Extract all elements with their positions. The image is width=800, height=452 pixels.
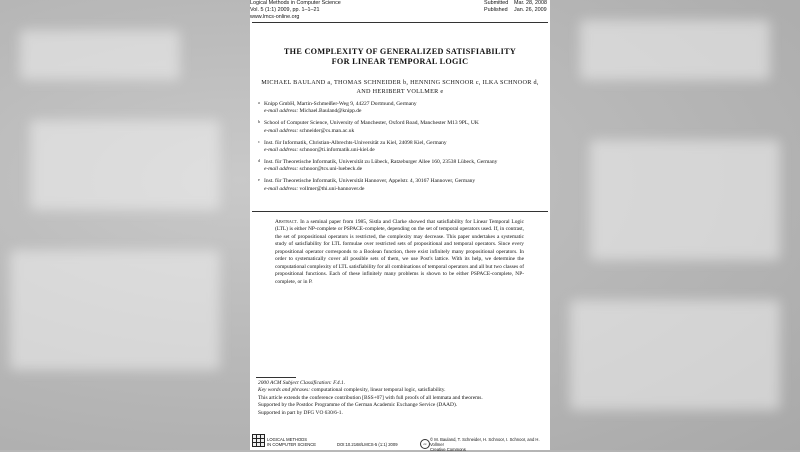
abstract-text: In a seminal paper from 1985, Sistla and Clarke showed that satisfiability for Linear Temporal Logic (LTL) is either NP-complete or PSPACE-complete, depending on the set of temporal operators used. If, in contrast, the set of propositional operators is restricted, the complexity may decrease. This paper undertakes a systematic study of satisfiability for LTL formulae over restricted sets of propositional and temporal operators. Since every propositional operator corresponds to a Boolean function, there exist infinitely many propositional operators. In order to systematically cover all possible sets of them, we use Post's lattice. With its help, we determine the computational complexity of LTL satisfiability for all combinations of temporal operators and all but two classes of propositional functions. Each of these infinitely many problems is shown to be either PSPACE-complete, NP-complete, or in P. bbox=[275, 219, 525, 285]
lmcs-logo bbox=[252, 434, 265, 447]
paper-title bbox=[250, 47, 550, 67]
affiliation-a bbox=[258, 101, 548, 116]
lmcs-wordmark bbox=[267, 437, 327, 447]
abstract-label: Abstract. bbox=[275, 219, 299, 225]
affiliation-address: Inst. für Informatik, Christian-Albrechts-Universität zu Kiel, 24098 Kiel, Germany bbox=[264, 139, 447, 146]
authors-line-1: MICHAEL BAULAND a, THOMAS SCHNEIDER b, HENNING SCHNOOR c, ILKA SCHNOOR d, bbox=[261, 79, 539, 86]
acm-classification: 2000 ACM Subject Classification: F.4.1. bbox=[258, 380, 346, 386]
journal-name: Logical Methods in Computer Science bbox=[250, 0, 341, 6]
title-line-2: FOR LINEAR TEMPORAL LOGIC bbox=[331, 57, 469, 66]
lmcs-line-2: IN COMPUTER SCIENCE bbox=[267, 442, 317, 447]
creative-commons-icon: cc bbox=[420, 439, 430, 449]
lmcs-line-1: LOGICAL METHODS bbox=[267, 437, 308, 442]
journal-volume: Vol. 5 (1:1) 2009, pp. 1–1–21 bbox=[250, 7, 320, 14]
affiliation-address: Knipp GmbH, Martin-Schmeißer-Weg 9, 44227 Dortmund, Germany bbox=[264, 101, 417, 107]
footnote-support: Supported by the Postdoc Programme of the German Academic Exchange Service (DAAD). bbox=[258, 402, 458, 409]
paper-page bbox=[250, 0, 550, 450]
email-link[interactable]: schnoor@tcs.uni-luebeck.de bbox=[299, 166, 363, 173]
affiliation-mark: e bbox=[258, 177, 260, 183]
footnote-dfg: Supported in part by DFG VO 630/6-1. bbox=[258, 409, 343, 416]
email-link[interactable]: Michael.Bauland@knipp.de bbox=[299, 108, 362, 115]
footnote-rule bbox=[256, 377, 296, 378]
affiliation-e bbox=[258, 178, 548, 193]
email-label: e-mail address: bbox=[264, 127, 299, 134]
affiliation-c bbox=[258, 140, 548, 155]
abstract bbox=[275, 219, 524, 286]
affiliation-address: Inst. für Theoretische Informatik, Universität Hannover, Appelstr. 4, 30167 Hannover, Germany bbox=[264, 178, 476, 185]
email-link[interactable]: schneider@cs.man.ac.uk bbox=[299, 127, 355, 134]
page-footer bbox=[252, 434, 548, 452]
email-label: e-mail address: bbox=[264, 108, 299, 115]
keywords-label: Key words and phrases: bbox=[258, 387, 311, 394]
affiliations bbox=[258, 101, 548, 198]
email-label: e-mail address: bbox=[264, 147, 299, 154]
footnote-extension: This article extends the conference contribution [BSS+07] with full proofs of all lemmata and theorems. bbox=[258, 394, 483, 401]
affiliation-mark: c bbox=[258, 138, 260, 144]
affiliation-address: School of Computer Science, University of Manchester, Oxford Road, Manchester M13 9PL, UK bbox=[264, 120, 479, 127]
submitted-date: Mar. 28, 2008 bbox=[514, 0, 547, 6]
email-link[interactable]: vollmer@thi.uni-hannover.de bbox=[299, 185, 365, 192]
affiliation-mark: a bbox=[258, 100, 260, 105]
journal-website[interactable]: www.lmcs-online.org bbox=[250, 14, 300, 21]
authors-line-2: AND HERIBERT VOLLMER e bbox=[356, 87, 444, 95]
copyright-line-2[interactable]: Creative Commons bbox=[430, 447, 466, 452]
keywords: computational complexity, linear temporal logic, satisfiability. bbox=[311, 387, 446, 394]
published-label: Published bbox=[484, 7, 508, 14]
affiliation-b bbox=[258, 120, 548, 135]
header-rule bbox=[252, 22, 548, 23]
published-date: Jan. 26, 2009 bbox=[514, 7, 547, 14]
affiliation-mark: b bbox=[258, 119, 260, 125]
affiliation-d bbox=[258, 159, 548, 174]
journal-header bbox=[250, 0, 341, 22]
email-link[interactable]: schnoor@ti.informatik.uni-kiel.de bbox=[299, 147, 375, 154]
author-list bbox=[250, 79, 550, 96]
submitted-label: Submitted bbox=[484, 0, 509, 6]
title-line-1: THE COMPLEXITY OF GENERALIZED SATISFIABILITY bbox=[283, 47, 517, 56]
abstract-rule bbox=[252, 211, 548, 212]
dates-header bbox=[484, 0, 548, 14]
footnotes bbox=[258, 380, 548, 417]
email-label: e-mail address: bbox=[264, 166, 299, 173]
email-label: e-mail address: bbox=[264, 185, 299, 192]
affiliation-mark: d bbox=[258, 157, 260, 163]
doi-link[interactable]: DOI:10.2168/LMCS-5 (1:1) 2009 bbox=[337, 442, 398, 447]
affiliation-address: Inst. für Theoretische Informatik, Universität zu Lübeck, Ratzeburger Allee 160, 23538 Lübeck, Germany bbox=[264, 158, 498, 165]
copyright-line-1: © M. Bauland, T. Schneider, H. Schnoor, I. Schnoor, and H. Vollmer bbox=[430, 437, 540, 447]
